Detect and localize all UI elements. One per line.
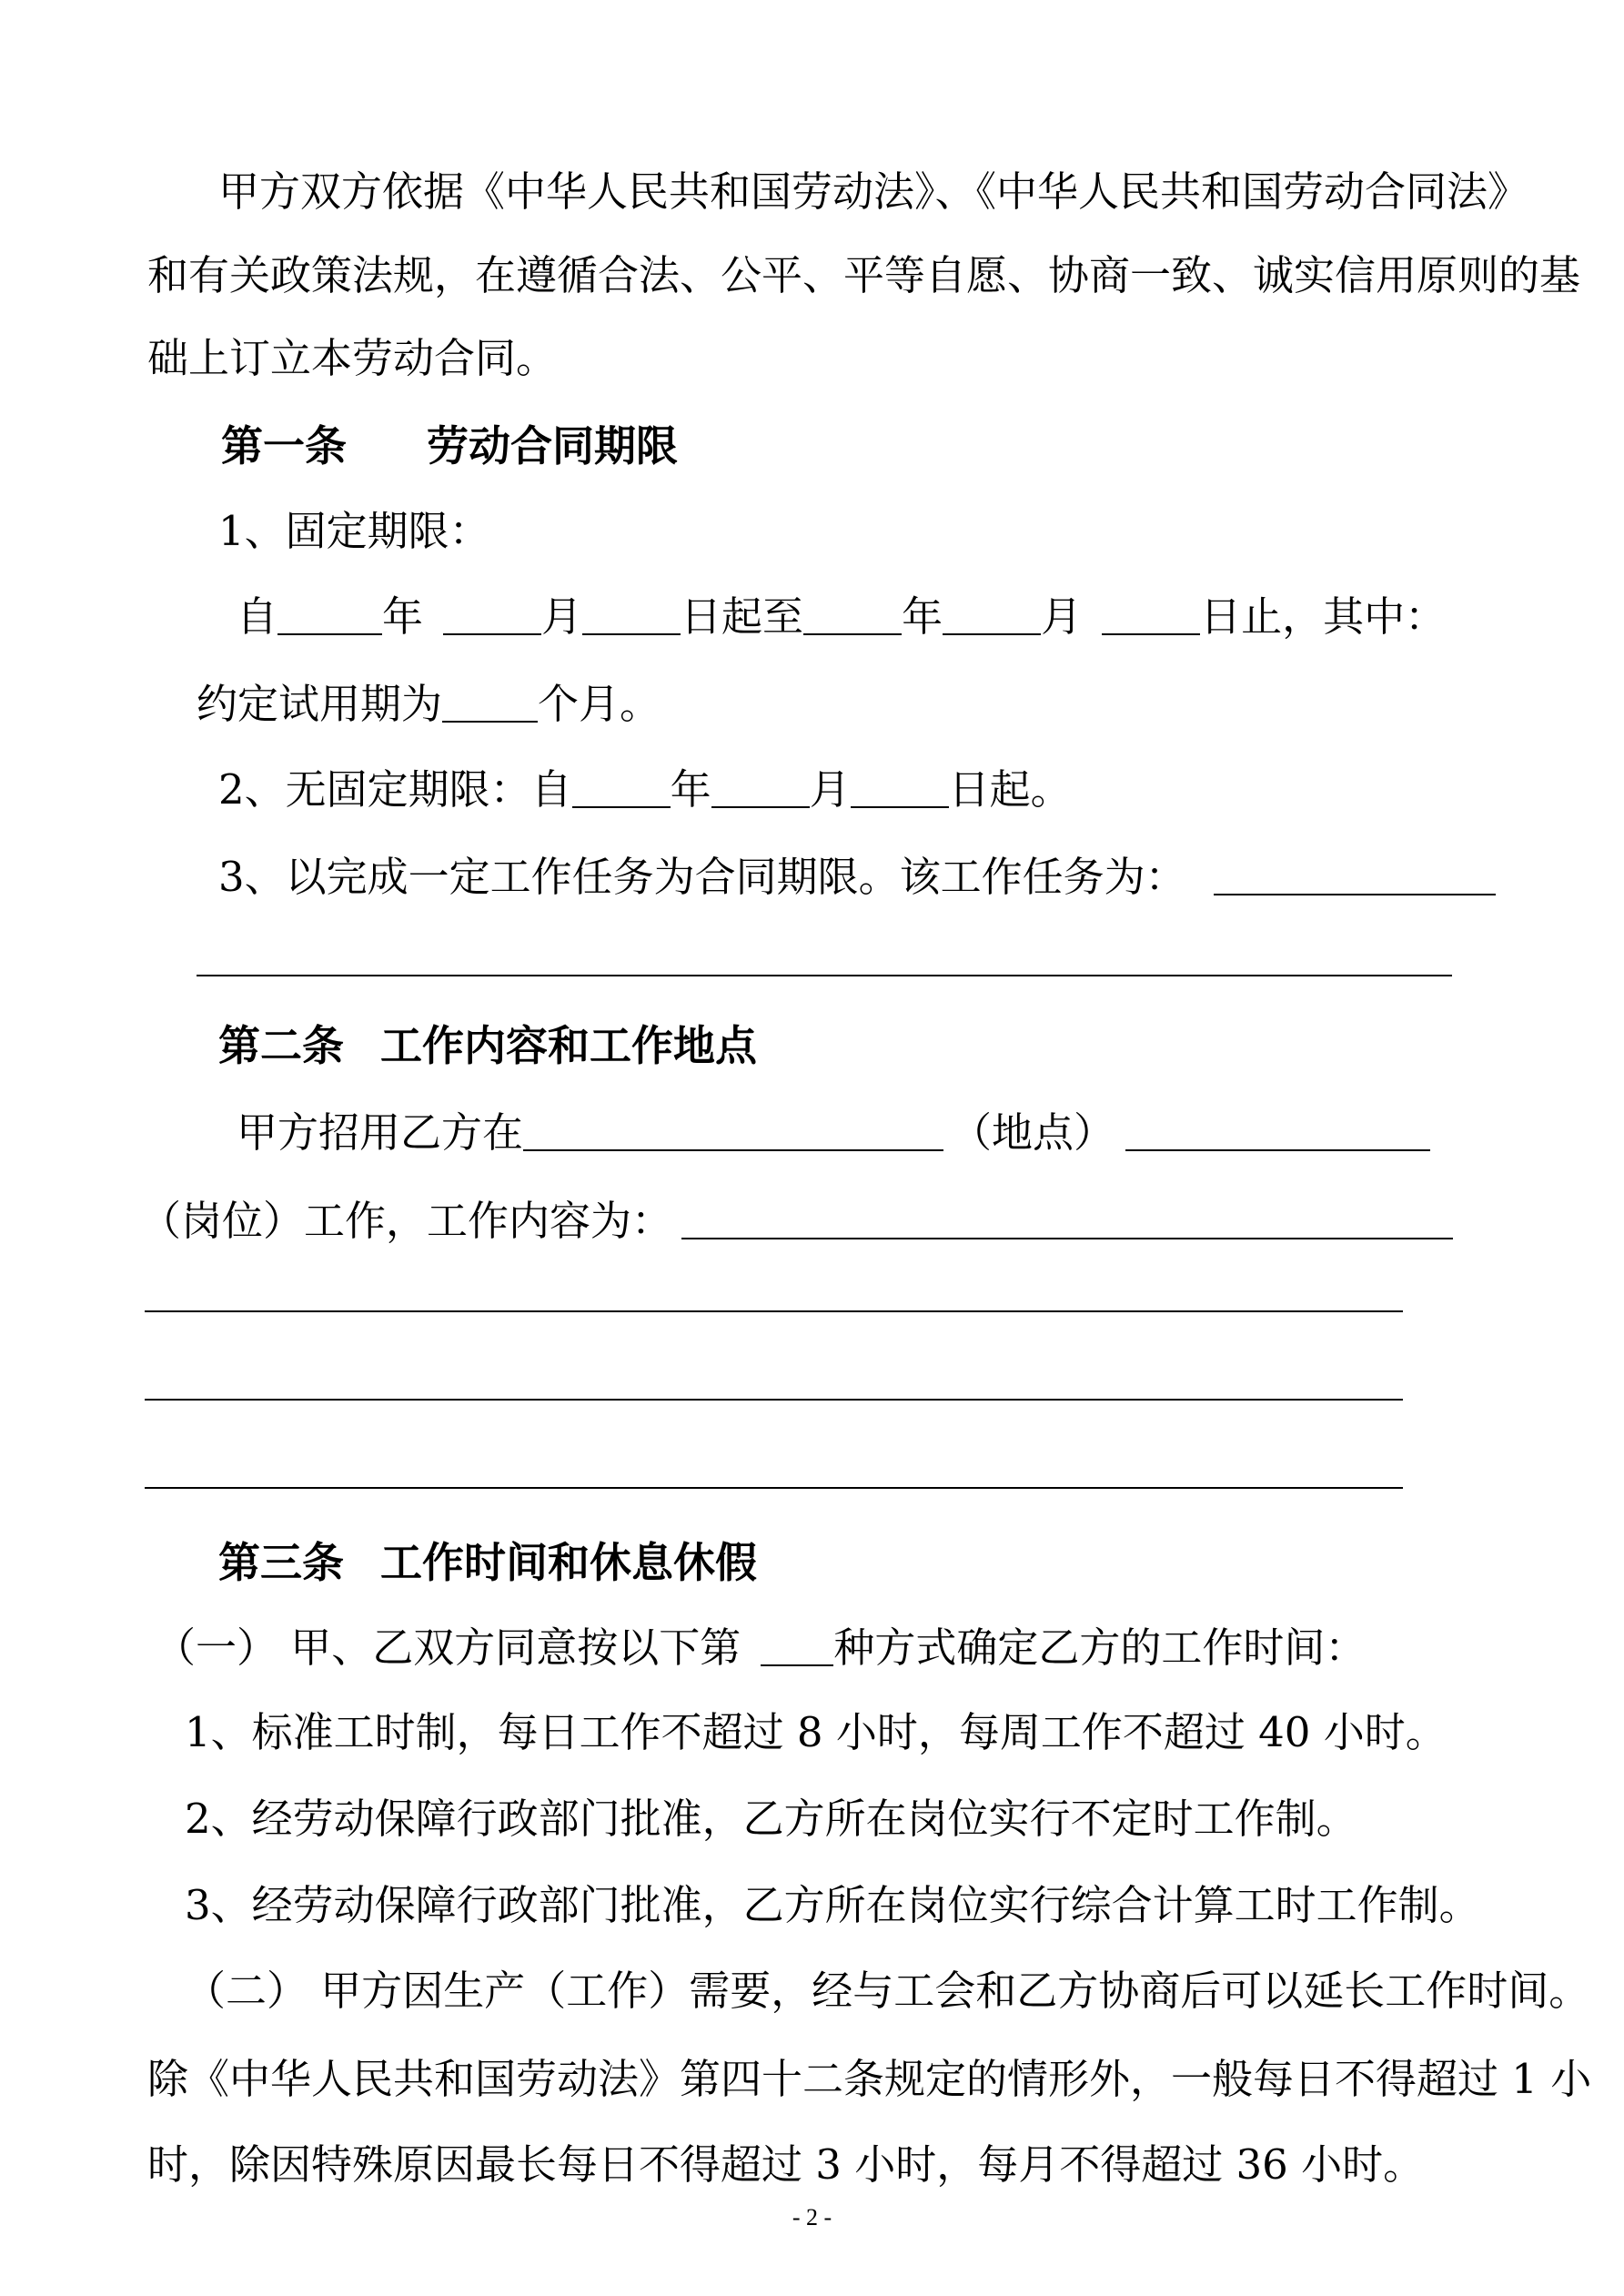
- text: 约定试用期为: [197, 680, 443, 728]
- intro-text: 甲方双方依据《中华人民共和国劳动法》、《中华人民共和国劳动合同法》: [218, 167, 1529, 216]
- text: 日起。: [948, 765, 1072, 814]
- blank-end-day[interactable]: [1102, 597, 1200, 635]
- text: （一） 甲、乙双方同意按以下第: [155, 1623, 741, 1672]
- fixed-term-line: [237, 593, 1446, 641]
- blank-job-content-line[interactable]: [145, 1310, 1403, 1312]
- open-term-line: [218, 766, 1072, 814]
- text: （岗位）工作，工作内容为：: [140, 1197, 673, 1245]
- article-number: 第一条: [221, 421, 347, 470]
- text: 甲方招用乙方在: [237, 1108, 524, 1157]
- blank-method-number[interactable]: [761, 1628, 833, 1666]
- intro-line-2: [147, 251, 1581, 299]
- blank-end-year[interactable]: [803, 597, 902, 635]
- text: 2、无固定期限：自: [218, 765, 572, 814]
- text: 除《中华人民共和国劳动法》第四十二条规定的情形外，一般每日不得超过 1 小: [147, 2055, 1592, 2103]
- text: （二） 甲方因生产（工作）需要，经与工会和乙方协商后可以延长工作时间。: [185, 1967, 1590, 2015]
- article-title: 工作内容和工作地点: [380, 1021, 757, 1070]
- text: 月: [1041, 592, 1083, 641]
- intro-line-3: [147, 335, 557, 382]
- text: （地点）: [951, 1108, 1115, 1157]
- article-title: 工作时间和休息休假: [380, 1538, 757, 1587]
- text: 3、经劳动保障行政部门批准，乙方所在岗位实行综合计算工时工作制。: [185, 1881, 1480, 1929]
- text: 月: [809, 765, 851, 814]
- flexible-hours-item: [185, 1795, 1357, 1843]
- blank-day[interactable]: [851, 770, 949, 808]
- blank-start-month[interactable]: [443, 597, 541, 635]
- blank-year[interactable]: [572, 770, 671, 808]
- blank-month[interactable]: [711, 770, 810, 808]
- item1-label: [218, 508, 490, 555]
- text: 时，除因特殊原因最长每日不得超过 3 小时，每月不得超过 36 小时。: [147, 2140, 1425, 2189]
- intro-line-1: [218, 167, 1529, 216]
- blank-start-year[interactable]: [277, 597, 382, 635]
- article-number: 第二条: [218, 1021, 344, 1070]
- blank-task[interactable]: [1214, 857, 1496, 895]
- blank-task-continued[interactable]: [197, 975, 1452, 976]
- overtime-line-3: [147, 2141, 1424, 2189]
- blank-start-day[interactable]: [582, 597, 681, 635]
- overtime-line-1: [185, 1967, 1590, 2015]
- text: 日起至: [681, 592, 804, 641]
- article-number: 第三条: [218, 1538, 344, 1587]
- text: 种方式确定乙方的工作时间：: [833, 1623, 1367, 1672]
- article1-heading: [221, 422, 678, 470]
- text: 1、固定期限：: [218, 507, 490, 555]
- intro-text: 和有关政策法规，在遵循合法、公平、平等自愿、协商一致、诚实信用原则的基: [147, 251, 1581, 299]
- text: 月: [541, 592, 583, 641]
- article3-heading: [218, 1539, 757, 1586]
- task-term-line: [218, 854, 1496, 901]
- blank-location[interactable]: [523, 1113, 943, 1151]
- text: 年: [670, 765, 711, 814]
- text: 个月。: [538, 680, 661, 728]
- workplace-line: [237, 1109, 1430, 1157]
- blank-probation-months[interactable]: [442, 684, 538, 723]
- blank-position[interactable]: [1125, 1113, 1430, 1151]
- text: 1、标准工时制，每日工作不超过 8 小时，每周工作不超过 40 小时。: [185, 1708, 1447, 1756]
- comprehensive-hours-item: [185, 1882, 1480, 1929]
- work-hours-choice-line: [155, 1624, 1366, 1672]
- text: 3、以完成一定工作任务为合同期限。该工作任务为：: [218, 853, 1186, 901]
- intro-text: 础上订立本劳动合同。: [147, 334, 558, 382]
- article2-heading: [218, 1022, 757, 1069]
- text: 年: [382, 592, 424, 641]
- overtime-line-2: [147, 2055, 1592, 2103]
- blank-end-month[interactable]: [943, 597, 1041, 635]
- article-title: 劳动合同期限: [427, 421, 678, 470]
- text: 2、经劳动保障行政部门批准，乙方所在岗位实行不定时工作制。: [185, 1795, 1357, 1843]
- text: 年: [902, 592, 943, 641]
- blank-job-content-line[interactable]: [145, 1487, 1403, 1489]
- page-number: - 2 -: [792, 2204, 832, 2230]
- standard-hours-item: [185, 1709, 1447, 1756]
- probation-line: [197, 681, 661, 728]
- text: 日止，其中：: [1200, 592, 1447, 641]
- text: 自: [237, 592, 278, 641]
- job-content-line: [140, 1198, 1453, 1245]
- blank-job-content-line[interactable]: [145, 1399, 1403, 1401]
- blank-job-content[interactable]: [681, 1201, 1453, 1239]
